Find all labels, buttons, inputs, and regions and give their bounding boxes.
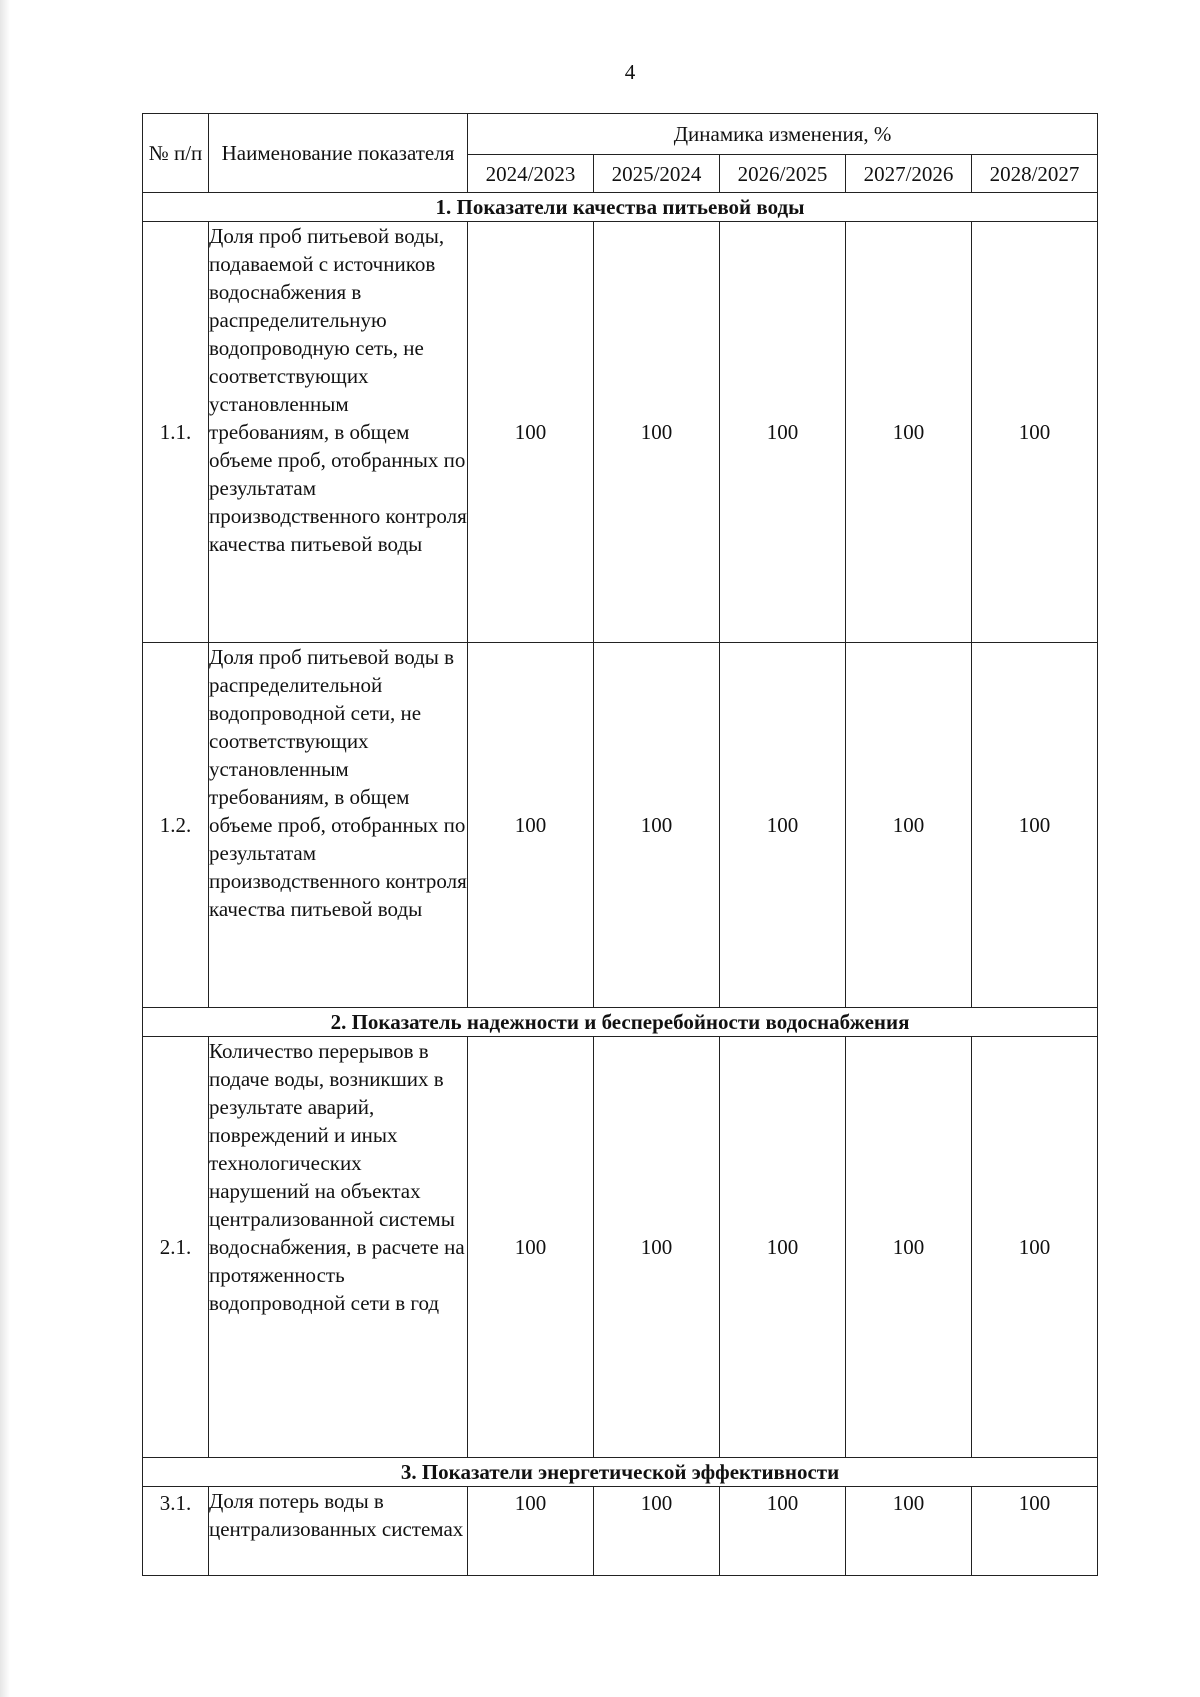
value-cell: 100 (720, 1037, 846, 1458)
indicators-table (142, 113, 1098, 1576)
row-number: 3.1. (143, 1487, 209, 1576)
header-year: 2024/2023 (468, 155, 594, 193)
row-number: 1.2. (143, 643, 209, 1008)
value-cell: 100 (594, 1037, 720, 1458)
value-cell: 100 (468, 1487, 594, 1576)
value-cell: 100 (846, 1037, 972, 1458)
header-year: 2027/2026 (846, 155, 972, 193)
indicator-name: Доля проб питьевой воды, подаваемой с источников водоснабжения в распределительную водопроводную сеть, не соответствующих установленным требованиям, в общем объеме проб, отобранных по результатам производственного контроля качества питьевой воды (209, 222, 468, 643)
section-row (143, 193, 1098, 222)
value-cell: 100 (846, 222, 972, 643)
header-year: 2028/2027 (972, 155, 1098, 193)
value-cell: 100 (594, 222, 720, 643)
header-year: 2026/2025 (720, 155, 846, 193)
indicator-name: Доля проб питьевой воды в распределительной водопроводной сети, не соответствующих установленным требованиям, в общем объеме проб, отобранных по результатам производственного контроля качества питьевой воды (209, 643, 468, 1008)
value-cell: 100 (972, 1037, 1098, 1458)
value-cell: 100 (720, 222, 846, 643)
page-number: 4 (624, 60, 636, 84)
section-title: 1. Показатели качества питьевой воды (143, 193, 1098, 222)
table-row (143, 643, 1098, 1008)
header-year: 2025/2024 (594, 155, 720, 193)
scan-page-edge (0, 0, 10, 1697)
value-cell: 100 (972, 643, 1098, 1008)
section-row (143, 1458, 1098, 1487)
header-dynamics: Динамика изменения, % (468, 114, 1098, 155)
value-cell: 100 (468, 222, 594, 643)
value-cell: 100 (846, 643, 972, 1008)
row-number: 2.1. (143, 1037, 209, 1458)
value-cell: 100 (468, 643, 594, 1008)
value-cell: 100 (594, 1487, 720, 1576)
value-cell: 100 (720, 643, 846, 1008)
value-cell: 100 (972, 1487, 1098, 1576)
indicator-name: Доля потерь воды в централизованных системах (209, 1487, 468, 1576)
value-cell: 100 (594, 643, 720, 1008)
value-cell: 100 (972, 222, 1098, 643)
table-row (143, 1487, 1098, 1576)
value-cell: 100 (720, 1487, 846, 1576)
table-row (143, 1037, 1098, 1458)
table-row (143, 222, 1098, 643)
header-number: № п/п (143, 114, 209, 193)
section-title: 2. Показатель надежности и бесперебойности водоснабжения (143, 1008, 1098, 1037)
value-cell: 100 (468, 1037, 594, 1458)
indicator-name: Количество перерывов в подаче воды, возникших в результате аварий, повреждений и иных технологических нарушений на объектах централизованной системы водоснабжения, в расчете на протяженность водопроводной сети в год (209, 1037, 468, 1458)
section-title: 3. Показатели энергетической эффективности (143, 1458, 1098, 1487)
section-row (143, 1008, 1098, 1037)
header-indicator-name: Наименование показателя (209, 114, 468, 193)
row-number: 1.1. (143, 222, 209, 643)
value-cell: 100 (846, 1487, 972, 1576)
